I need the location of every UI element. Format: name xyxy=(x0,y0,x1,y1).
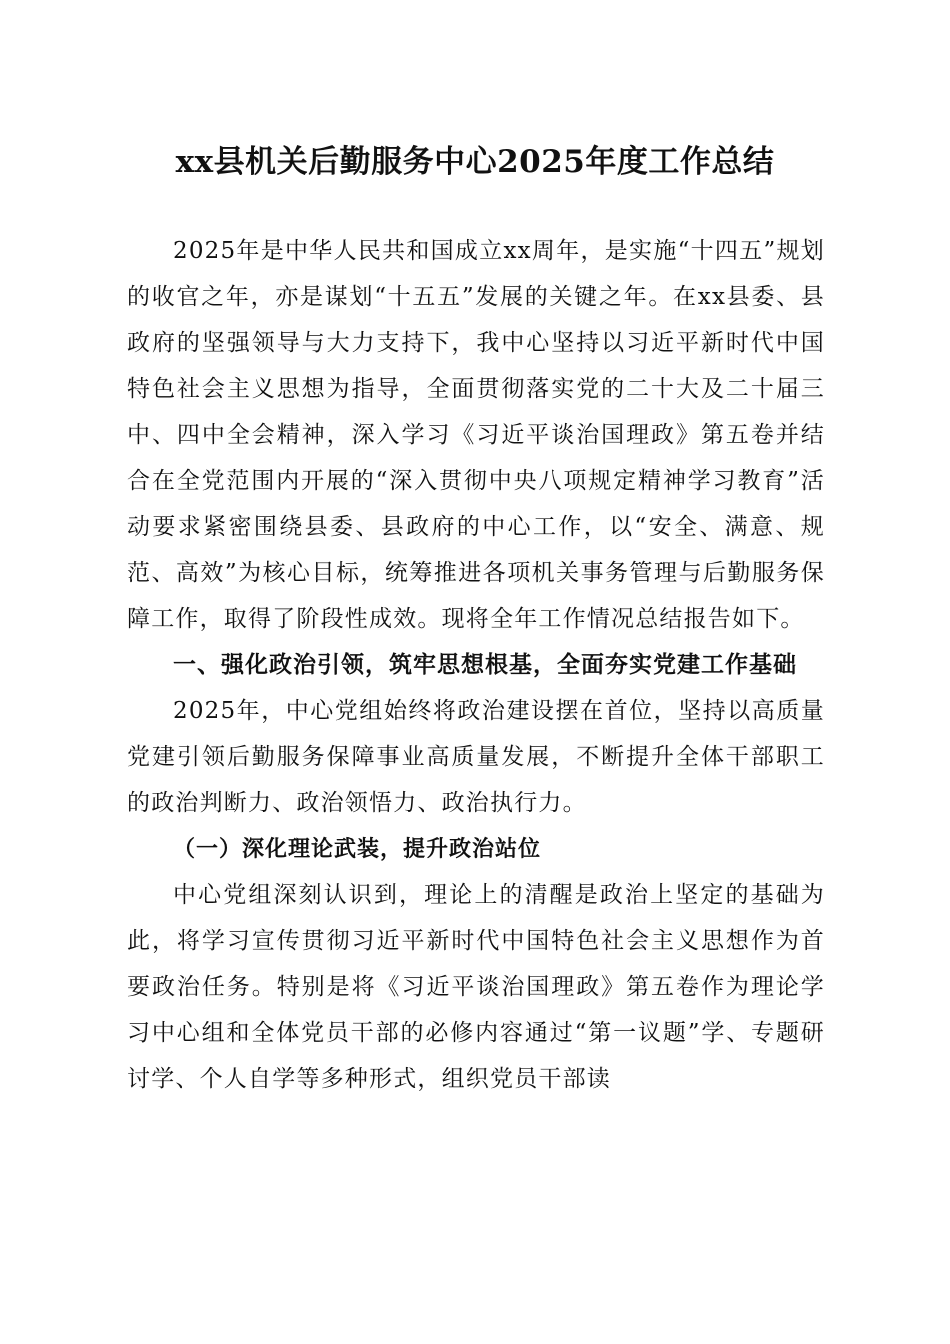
subsection-heading-1: （一）深化理论武装，提升政治站位 xyxy=(173,836,542,862)
subsection1-paragraph: 中心党组深刻认识到，理论上的清醒是政治上坚定的基础为此，将学习宣传贯彻习近平新时代中国特色社会主义思想作为首要政治任务。特别是将《习近平谈治国理政》第五卷作为理论学习中心组和全体党员干部的必修内容通过“第一议题”学、专题研讨学、个人自学等多种形式，组织党员干部读 xyxy=(127,882,825,1092)
intro-paragraph: 2025年是中华人民共和国成立xx周年，是实施“十四五”规划的收官之年，亦是谋划“十五五”发展的关键之年。在xx县委、县政府的坚强领导与大力支持下，我中心坚持以习近平新时代中国特色社会主义思想为指导，全面贯彻落实党的二十大及二十届三中、四中全会精神，深入学习《习近平谈治国理政》第五卷并结合在全党范围内开展的“深入贯彻中央八项规定精神学习教育”活动要求紧密围绕县委、县政府的中心工作，以“安全、满意、规范、高效”为核心目标，统筹推进各项机关事务管理与后勤服务保障工作，取得了阶段性成效。现将全年工作情况总结报告如下。 xyxy=(127,238,825,632)
section1-paragraph: 2025年，中心党组始终将政治建设摆在首位，坚持以高质量党建引领后勤服务保障事业高质量发展，不断提升全体干部职工的政治判断力、政治领悟力、政治执行力。 xyxy=(127,698,825,816)
document-title: xx县机关后勤服务中心2025年度工作总结 xyxy=(175,144,775,180)
document-body xyxy=(127,228,825,1102)
section-heading-1: 一、强化政治引领，筑牢思想根基，全面夯实党建工作基础 xyxy=(173,652,797,678)
